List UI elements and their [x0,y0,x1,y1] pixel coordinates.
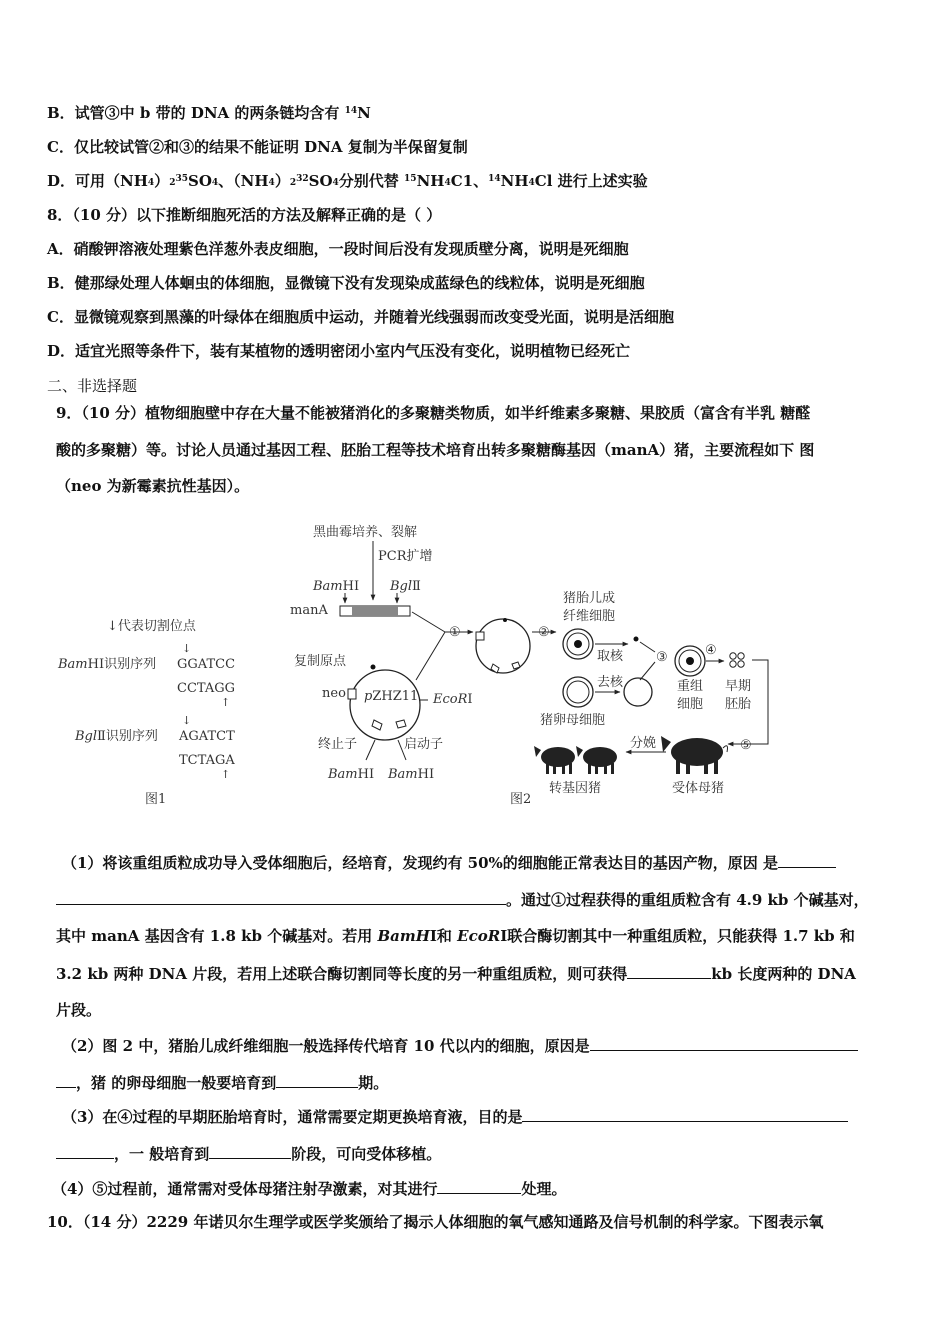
fig1-caption: 图1 [145,792,167,807]
q8-option-a: A．硝酸钾溶液处理紫色洋葱外表皮细胞，一段时间后没有发现质壁分离，说明是死细胞 [47,240,629,258]
answer-blank[interactable] [522,1106,848,1122]
svg-text:↑: ↑ [221,768,231,781]
fig2-source: 黑曲霉培养、裂解 [313,525,418,540]
fig2-bamh1-cut-a: BamHⅠ [328,767,375,782]
fig2-neo: neo [322,686,346,701]
q7-option-d: D．可用$(NH4)2^{35}SO4$、$(NH4)2^{32}SO4$分别代替 $^{15}$NH4C1、$^{14}$NH4Cl 进行上述实验 [47,172,648,190]
q8-option-b: B．健那绿处理人体蛔虫的体细胞，显微镜下没有发现染成蓝绿色的线粒体，说明是死细胞 [47,274,645,292]
fig1-bglii-top: AGATCT [179,729,235,744]
answer-blank[interactable] [209,1143,291,1159]
answer-blank[interactable] [56,1143,114,1159]
fig2-pcr: PCR扩增 [378,549,433,564]
fig2-caption: 图2 [510,792,532,807]
fig1-bamh1-bottom: CCTAGG [177,681,236,696]
fig2-recombinant-1: 重组 [677,679,704,694]
fig2-terminator: 终止子 [318,737,358,752]
fig2-embryo-1: 早期 [725,679,752,694]
fig2-origin: 复制原点 [294,654,347,669]
q7-option-c: C．仅比较试管②和③的结果不能证明 DNA 复制为半保留复制 [47,138,468,156]
q9-part2-line2: ，猪 的卵母细胞一般要培育到 期。 [56,1072,388,1093]
q8-stem: 8．（10 分）以下推断细胞死活的方法及解释正确的是（ ） [47,206,442,224]
fig2-step5: ⑤ [740,738,752,753]
q8-option-d: D．适宜光照等条件下，装有某植物的透明密闭小室内气压没有变化，说明植物已经死亡 [47,342,631,360]
answer-blank[interactable] [437,1178,521,1194]
q9-stem-line3: （neo 为新霉素抗性基因）。 [56,477,250,495]
svg-text:↑: ↑ [221,696,231,709]
fig2-delivery: 分娩 [630,736,657,751]
answer-blank[interactable] [590,1035,858,1051]
fig1-bamh1-label: BamHⅠ识别序列 [58,657,157,672]
fig2-oocyte: 猪卵母细胞 [540,713,606,728]
section-heading: 二、非选择题 [47,377,138,395]
fig2-step4: ④ [705,643,717,658]
answer-blank[interactable] [56,889,506,905]
q9-part3-line2: ，一 般培育到 阶段，可向受体移植。 [56,1143,441,1164]
fig2-take-nucleus: 取核 [597,649,624,664]
fig2-step2: ② [538,625,550,640]
fig2-mana-label: manA [290,603,328,618]
answer-blank[interactable] [56,1072,76,1088]
fig2-fibroblast-2: 纤维细胞 [563,609,616,624]
q9-part2-line1: （2）图 2 中，猪胎儿成纤维细胞一般选择传代培育 10 代以内的细胞，原因是 [62,1035,858,1056]
q9-part1-line3: 其中 manA 基因含有 1.8 kb 个碱基对。若用 BamHⅠ和 EcoRⅠ联合酶切割其中一种重组质粒，只能获得 1.7 kb 和 [56,927,855,945]
fig2-bamh1-site: BamHⅠ [313,579,360,594]
svg-text:↓: ↓ [182,714,192,727]
fig1-bamh1-top: GGATCC [177,657,236,672]
fig2-embryo-2: 胚胎 [725,697,752,712]
fig1-bglii-label: BglⅡ识别序列 [75,729,158,744]
fig2-bamh1-cut-b: BamHⅠ [388,767,435,782]
q9-part1-line4: 3.2 kb 两种 DNA 片段，若用上述联合酶切割同等长度的另一种重组质粒，则可获得 kb 长度两种的 DNA [56,965,856,983]
answer-blank[interactable] [778,852,836,868]
fig1-legend: ↓代表切割位点 [107,619,196,634]
q7-option-b: B．试管③中 b 带的 DNA 的两条链均含有 $^{14}$N [47,104,371,122]
fig1-bglii-bottom: TCTAGA [179,753,235,768]
fig2-recombinant-2: 细胞 [677,697,704,712]
q8-option-c: C．显微镜观察到黑藻的叶绿体在细胞质中运动，并随着光线强弱而改变受光面，说明是活细胞 [47,308,674,326]
fig2-fibroblast-1: 猪胎儿成 [563,591,616,606]
fig2-recipient: 受体母猪 [672,781,725,796]
fig2-step1: ① [449,625,461,640]
q9-part1-line1: （1）将该重组质粒成功导入受体细胞后，经培育，发现约有 50%的细胞能正常表达目的基因产物，原因 是 [62,852,836,873]
q9-stem-line1: 9．（10 分）植物细胞壁中存在大量不能被猪消化的多聚糖类物质，如半纤维素多聚糖、果胶质（富含有半乳 糖醛 [56,404,811,422]
q9-part1-line2: 。通过①过程获得的重组质粒含有 4.9 kb 个碱基对， [56,889,869,910]
q9-part4: （4）⑤过程前，通常需对受体母猪注射孕激素，对其进行 处理。 [52,1180,567,1198]
fig2-ecor1-site: EcoRⅠ [433,692,473,707]
q9-stem-line2: 酸的多聚糖）等。讨论人员通过基因工程、胚胎工程等技术培育出转多聚糖酶基因（manA）猪，主要流程如下 图 [56,441,815,459]
fig2-transgenic: 转基因猪 [549,781,602,796]
fig2-promoter: 启动子 [404,737,444,752]
q9-part1-line5: 片段。 [56,1001,102,1019]
figure-diagram [50,515,810,815]
fig2-plasmid-name: pZHZ11 [364,689,419,704]
fig2-step3: ③ [656,650,668,665]
fig2-enucleate: 去核 [597,675,624,690]
fig2-bglii-site: BglⅡ [390,579,421,594]
q10-stem: 10．（14 分）2229 年诺贝尔生理学或医学奖颁给了揭示人体细胞的氧气感知通路及信号机制的科学家。下图表示氧 [47,1213,824,1231]
answer-blank[interactable] [276,1072,358,1088]
q9-part3-line1: （3）在④过程的早期胚胎培育时，通常需要定期更换培育液，目的是 [62,1106,848,1127]
svg-text:↓: ↓ [182,642,192,655]
answer-blank[interactable] [627,963,711,979]
